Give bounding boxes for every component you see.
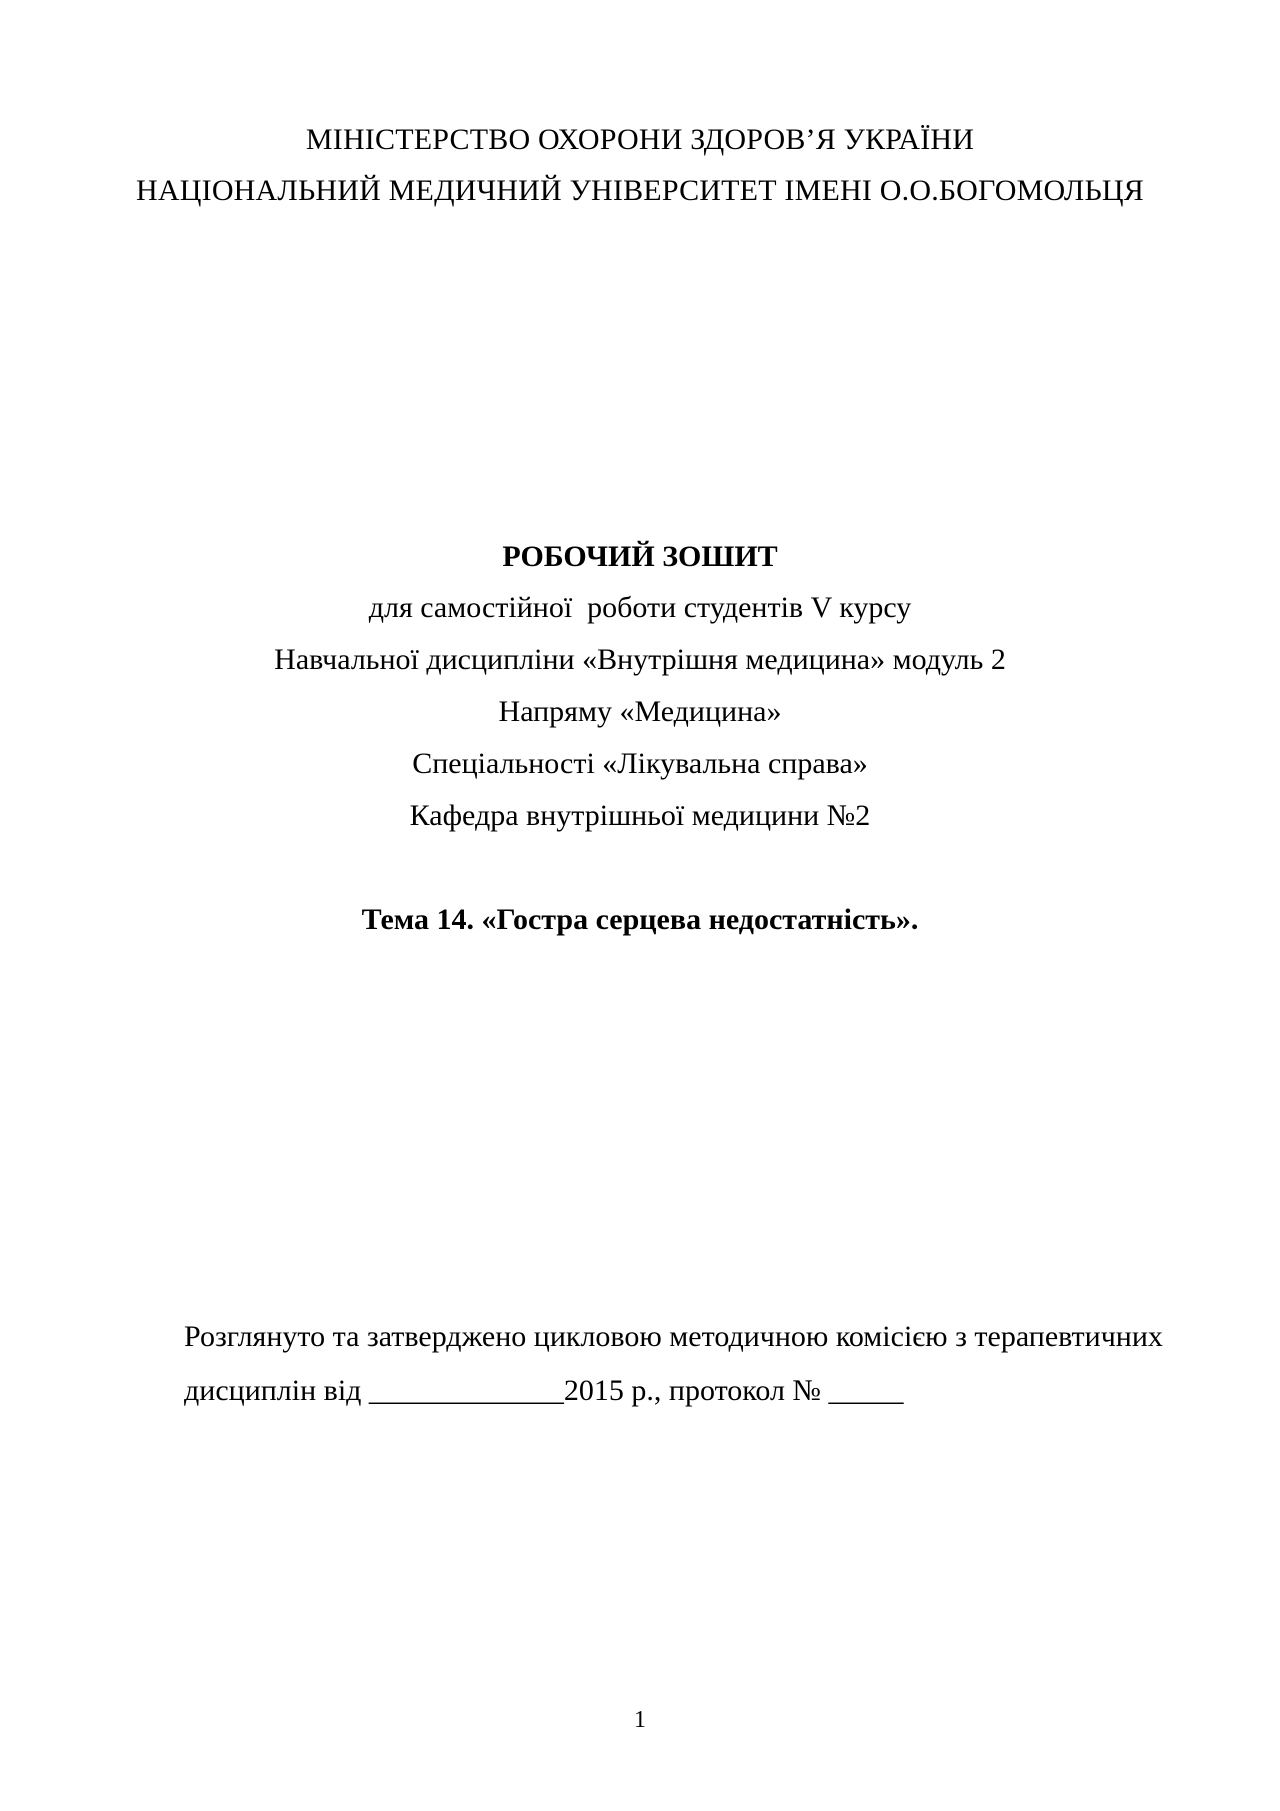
discipline-line: Навчальної дисципліни «Внутрішня медицина» модуль 2 [274, 643, 1006, 676]
approval-line-1: Розглянуто та затверджено цикловою методичною комісією з терапевтичних [184, 1320, 1163, 1353]
topic-heading: Тема 14. «Гостра серцева недостатність». [361, 903, 919, 936]
purpose-line: для самостійної роботи студентів V курсу [368, 591, 912, 624]
page-number: 1 [634, 1707, 646, 1733]
direction-line: Напряму «Медицина» [498, 695, 782, 728]
approval-line-2: дисциплін від _____________2015 р., протокол № _____ [184, 1374, 904, 1407]
specialty-line: Спеціальності «Лікувальна справа» [412, 747, 868, 780]
ministry-heading: МІНІСТЕРСТВО ОХОРОНИ ЗДОРОВ’Я УКРАЇНИ [305, 123, 975, 156]
department-line: Кафедра внутрішньої медицини №2 [409, 799, 871, 832]
document-title: РОБОЧИЙ ЗОШИТ [502, 540, 778, 573]
university-heading: НАЦІОНАЛЬНИЙ МЕДИЧНИЙ УНІВЕРСИТЕТ ІМЕНІ О.О.БОГОМОЛЬЦЯ [136, 174, 1144, 207]
